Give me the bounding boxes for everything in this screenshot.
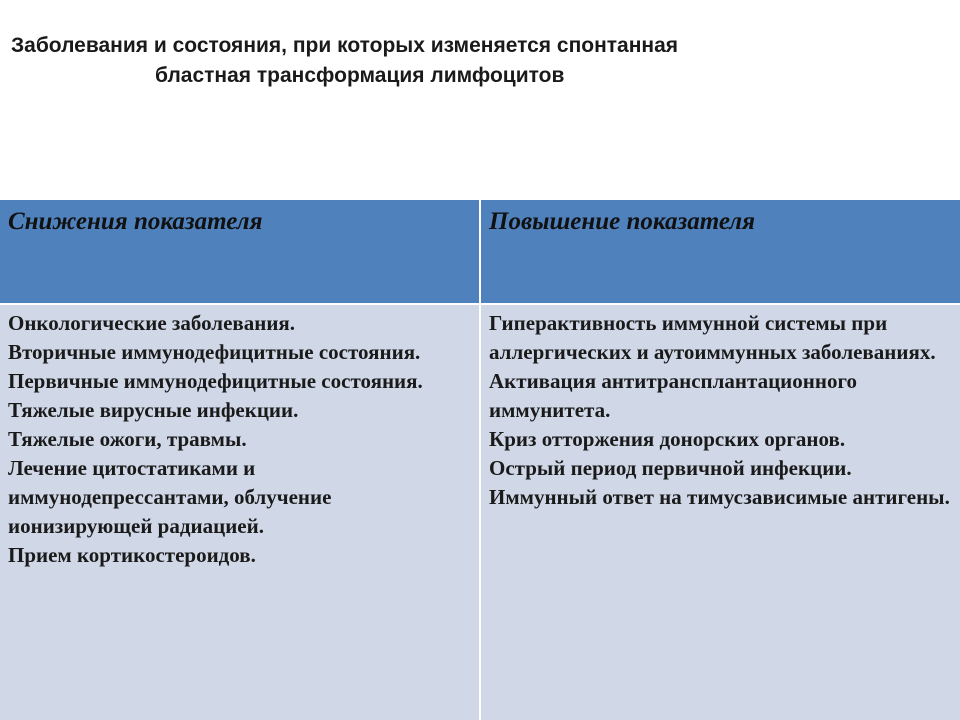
slide-title-line-2: бластная трансформация лимфоцитов (155, 64, 565, 87)
increase-item: Криз отторжения донорских органов. (489, 427, 846, 451)
increase-item: Острый период первичной инфекции. (489, 456, 852, 480)
decrease-column (0, 305, 479, 720)
slide-title (0, 31, 960, 91)
slide-title-line-1: Заболевания и состояния, при которых изменяется спонтанная (11, 34, 679, 57)
decrease-item: Тяжелые ожоги, травмы. (8, 427, 247, 451)
table-column-divider (479, 200, 481, 720)
decrease-item: Онкологические заболевания. (8, 311, 296, 335)
decrease-item: Первичные иммунодефицитные состояния. (8, 369, 423, 393)
header-increase: Повышение показателя (481, 200, 960, 303)
increase-item: Иммунный ответ на тимусзависимые антигены. (489, 485, 950, 509)
decrease-item: Лечение цитостатиками и иммунодепрессантами, облучение ионизирующей радиацией. (8, 456, 332, 538)
comparison-table (0, 200, 960, 720)
decrease-item: Вторичные иммунодефицитные состояния. (8, 340, 421, 364)
header-decrease: Снижения показателя (0, 200, 479, 303)
decrease-item: Тяжелые вирусные инфекции. (8, 398, 299, 422)
increase-item: Активация антитрансплантационного иммунитета. (489, 369, 857, 422)
table-header-divider (0, 303, 960, 305)
decrease-item: Прием кортикостероидов. (8, 543, 256, 567)
increase-column (481, 305, 960, 720)
increase-item: Гиперактивность иммунной системы при аллергических и аутоиммунных заболеваниях. (489, 311, 936, 364)
